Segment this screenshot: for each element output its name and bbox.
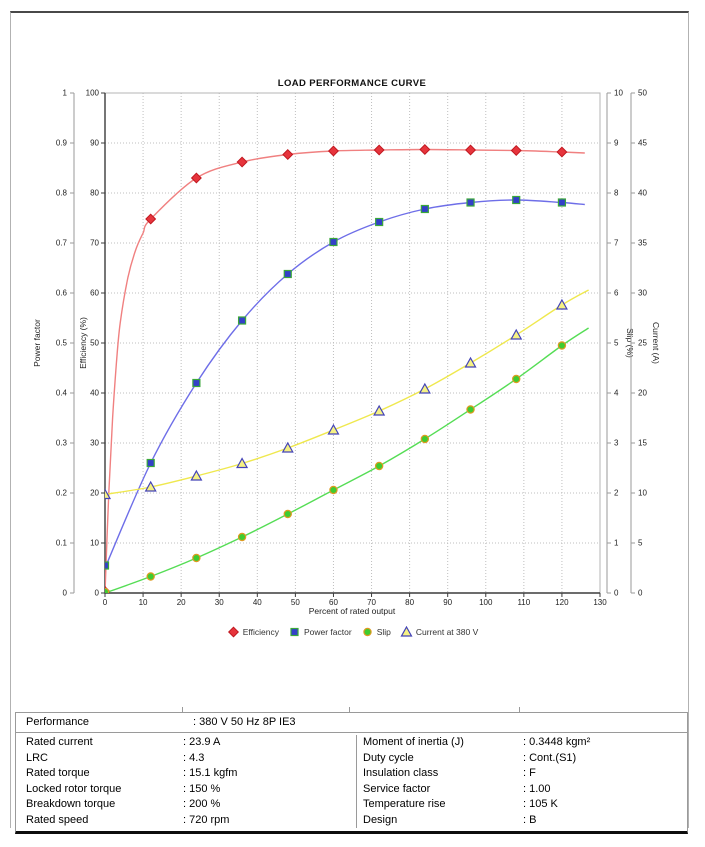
svg-text:10: 10 xyxy=(638,488,647,498)
svg-text:110: 110 xyxy=(517,598,531,607)
svg-text:2: 2 xyxy=(614,488,619,498)
square-icon xyxy=(288,626,301,638)
svg-text:0: 0 xyxy=(102,598,108,607)
legend-item-current xyxy=(400,626,478,638)
svg-text:25: 25 xyxy=(638,338,647,348)
row-label: Moment of inertia (J) xyxy=(363,736,464,748)
series-line xyxy=(105,290,589,495)
table-row xyxy=(363,797,687,813)
svg-text:0.5: 0.5 xyxy=(55,338,67,348)
table-row xyxy=(363,735,687,751)
svg-text:1: 1 xyxy=(614,538,619,548)
svg-text:9: 9 xyxy=(614,138,619,148)
chart-legend xyxy=(0,626,705,638)
table-row xyxy=(26,735,356,751)
row-value: : 150 % xyxy=(183,782,221,795)
row-label: LRC xyxy=(26,751,49,764)
legend-item-efficiency xyxy=(227,626,279,638)
row-label: Insulation class xyxy=(363,767,439,779)
axis-title-power_factor: Power factor xyxy=(32,319,42,367)
svg-text:0.1: 0.1 xyxy=(55,538,67,548)
svg-text:80: 80 xyxy=(405,598,415,607)
legend-item-slip xyxy=(361,626,391,638)
triangle-icon xyxy=(400,626,413,638)
chart-title: LOAD PERFORMANCE CURVE xyxy=(277,78,427,89)
svg-text:50: 50 xyxy=(90,338,99,348)
table-row xyxy=(363,813,687,829)
svg-text:80: 80 xyxy=(90,188,99,198)
row-label: Rated current xyxy=(26,736,93,748)
table-left-column xyxy=(16,735,356,828)
svg-text:40: 40 xyxy=(638,188,647,198)
series-power_factor xyxy=(102,197,585,570)
series-current xyxy=(100,290,589,499)
svg-text:70: 70 xyxy=(90,238,99,248)
table-body xyxy=(16,733,687,831)
table-right-column xyxy=(356,735,687,828)
svg-text:0.9: 0.9 xyxy=(55,138,67,148)
svg-text:8: 8 xyxy=(614,188,619,198)
table-header-row xyxy=(16,713,687,733)
svg-text:100: 100 xyxy=(85,88,99,98)
svg-text:30: 30 xyxy=(90,438,99,448)
row-value: : B xyxy=(523,813,537,826)
svg-text:7: 7 xyxy=(614,238,619,248)
row-value: : 200 % xyxy=(183,798,221,810)
svg-text:0.7: 0.7 xyxy=(55,238,67,248)
legend-label: Efficiency xyxy=(242,627,279,637)
row-label: Locked rotor torque xyxy=(26,782,122,795)
series-line xyxy=(105,200,585,568)
svg-text:60: 60 xyxy=(90,288,99,298)
svg-text:6: 6 xyxy=(614,288,619,298)
row-label: Service factor xyxy=(363,782,431,795)
table-row xyxy=(26,797,356,813)
svg-text:90: 90 xyxy=(443,598,453,607)
svg-text:0: 0 xyxy=(94,588,99,598)
svg-text:5: 5 xyxy=(614,338,619,348)
row-value: : Cont.(S1) xyxy=(523,751,577,764)
svg-text:90: 90 xyxy=(90,138,99,148)
svg-text:0.3: 0.3 xyxy=(55,438,67,448)
circle-icon xyxy=(361,626,374,638)
row-value: : 105 K xyxy=(523,798,558,810)
row-label: Duty cycle xyxy=(363,751,414,764)
axis-title-efficiency: Efficiency (%) xyxy=(78,317,88,369)
row-value: : 0.3448 kgm² xyxy=(523,736,591,748)
svg-text:15: 15 xyxy=(638,438,647,448)
table-row xyxy=(26,813,356,829)
svg-text:70: 70 xyxy=(367,598,376,607)
series-line xyxy=(105,150,585,594)
row-label: Rated speed xyxy=(26,813,89,826)
table-header-label: Performance xyxy=(26,716,89,728)
svg-text:0: 0 xyxy=(638,588,643,598)
svg-text:20: 20 xyxy=(90,488,99,498)
legend-label: Slip xyxy=(376,627,391,637)
svg-text:10: 10 xyxy=(90,538,99,548)
svg-text:40: 40 xyxy=(90,388,99,398)
row-value: : 720 rpm xyxy=(183,813,230,826)
y-axis-efficiency xyxy=(78,89,105,598)
svg-text:0: 0 xyxy=(62,588,67,598)
svg-text:30: 30 xyxy=(638,288,647,298)
svg-text:0.8: 0.8 xyxy=(55,188,67,198)
row-label: Breakdown torque xyxy=(26,798,116,810)
y-axis-power_factor xyxy=(32,89,74,598)
svg-text:100: 100 xyxy=(479,598,493,607)
axis-title-slip: Slip (%) xyxy=(625,328,635,358)
svg-text:5: 5 xyxy=(638,538,643,548)
svg-text:120: 120 xyxy=(555,598,569,607)
table-row xyxy=(363,782,687,798)
table-row xyxy=(363,751,687,767)
svg-text:45: 45 xyxy=(638,138,647,148)
series-line xyxy=(105,328,589,593)
svg-text:20: 20 xyxy=(176,598,186,607)
row-value: : F xyxy=(523,767,536,779)
svg-text:0.6: 0.6 xyxy=(55,288,67,298)
row-value: : 4.3 xyxy=(183,751,205,764)
svg-text:0.4: 0.4 xyxy=(55,388,67,398)
table-row xyxy=(26,782,356,798)
row-label: Design xyxy=(363,813,398,826)
svg-text:1: 1 xyxy=(62,88,67,98)
svg-text:20: 20 xyxy=(638,388,647,398)
table-header-value: : 380 V 50 Hz 8P IE3 xyxy=(193,716,296,728)
table-row xyxy=(26,766,356,782)
legend-label: Current at 380 V xyxy=(415,627,479,637)
legend-label: Power factor xyxy=(303,627,352,637)
svg-text:0: 0 xyxy=(614,588,619,598)
svg-text:4: 4 xyxy=(614,388,619,398)
svg-text:40: 40 xyxy=(252,598,262,607)
svg-text:50: 50 xyxy=(290,598,300,607)
legend-item-power_factor xyxy=(288,626,352,638)
table-row xyxy=(363,766,687,782)
svg-text:30: 30 xyxy=(214,598,224,607)
svg-text:50: 50 xyxy=(638,88,647,98)
svg-text:0.2: 0.2 xyxy=(55,488,67,498)
svg-text:10: 10 xyxy=(614,88,623,98)
row-value: : 23.9 A xyxy=(183,736,221,748)
gridlines xyxy=(105,93,600,593)
table-row xyxy=(26,751,356,767)
x-axis xyxy=(103,593,607,607)
row-value: : 15.1 kgfm xyxy=(183,767,238,779)
spec-table xyxy=(15,712,688,834)
svg-text:130: 130 xyxy=(593,598,607,607)
diamond-icon xyxy=(227,626,240,638)
axis-title-current: Current (A) xyxy=(651,321,661,365)
x-axis-label: Percent of rated output xyxy=(308,606,396,616)
svg-text:35: 35 xyxy=(638,238,647,248)
svg-text:10: 10 xyxy=(138,598,148,607)
row-value: : 1.00 xyxy=(523,782,551,795)
row-label: Temperature rise xyxy=(363,798,446,810)
series-slip xyxy=(101,328,588,596)
svg-text:60: 60 xyxy=(329,598,338,607)
svg-text:3: 3 xyxy=(614,438,619,448)
row-label: Rated torque xyxy=(26,767,90,779)
series-efficiency xyxy=(100,145,585,597)
